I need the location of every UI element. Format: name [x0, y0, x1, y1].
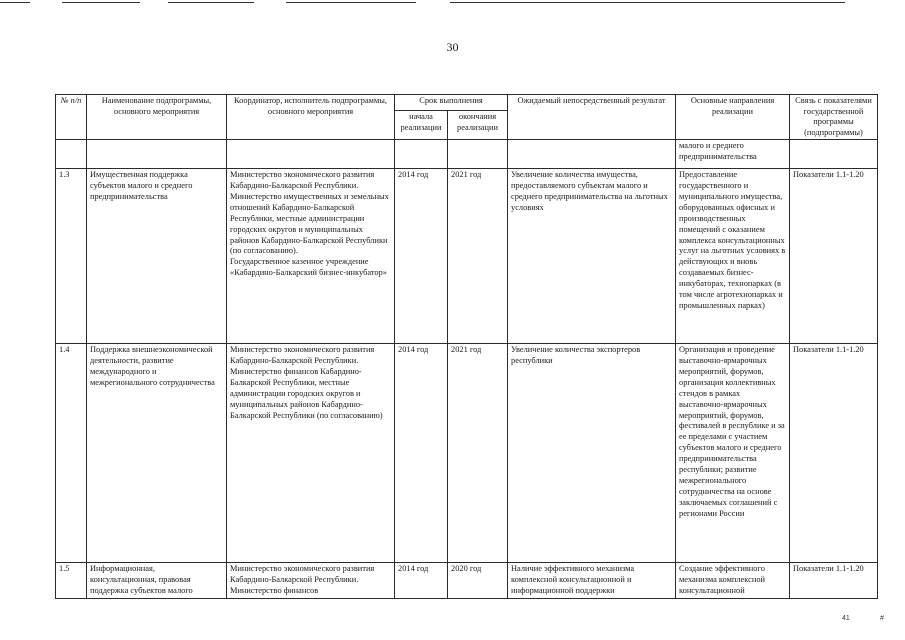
cell-directions: Предоставление государственного и муниципального имущества, оборудованных офисных и производственных помещений с оказанием комплекса консультационных услуг на льготных условиях в действующих и вновь создаваемых бизнес-инкубаторах, технопарках (в том числе агротехнопарках и промышленных парках)	[676, 169, 790, 344]
cell-coordinator	[227, 169, 395, 344]
page-number: 30	[446, 40, 459, 54]
corner-mark: #	[880, 615, 884, 622]
coordinator-line: Государственное казенное учреждение «Кабардино-Балкарский бизнес-инкубатор»	[230, 257, 387, 278]
cell-no: 1.5	[56, 563, 87, 599]
cell-empty	[87, 140, 227, 169]
header-result: Ожидаемый непосредственный результат	[508, 95, 676, 140]
cell-link: Показатели 1.1-1.20	[790, 169, 878, 344]
cell-start: 2014 год	[395, 169, 448, 344]
cell-empty	[448, 140, 508, 169]
cell-coordinator	[227, 344, 395, 563]
table-row-continuation	[56, 140, 878, 169]
top-scan-line	[168, 2, 254, 3]
table-row	[56, 563, 878, 599]
cell-result: Увеличение количества экспортеров республики	[508, 344, 676, 563]
header-name: Наименование подпрограммы, основного мероприятия	[87, 95, 227, 140]
cell-result: Наличие эффективного механизма комплексной консультационной и информационной поддержки	[508, 563, 676, 599]
cell-result: Увеличение количества имущества, предоставляемого субъектам малого и среднего предпринимательства на льготных условиях	[508, 169, 676, 344]
cell-empty	[227, 140, 395, 169]
cell-name: Поддержка внешнеэкономической деятельности, развитие международного и межрегионального сотрудничества	[87, 344, 227, 563]
cell-no: 1.4	[56, 344, 87, 563]
table-row	[56, 344, 878, 563]
cell-link: Показатели 1.1-1.20	[790, 344, 878, 563]
header-link: Связь с показателями государственной программы (подпрограммы)	[790, 95, 878, 140]
coordinator-line: Министерство экономического развития Кабардино-Балкарской Республики.	[230, 170, 375, 190]
corner-mark: 41	[842, 615, 850, 622]
cell-start: 2014 год	[395, 563, 448, 599]
cell-end: 2021 год	[448, 169, 508, 344]
header-directions: Основные направления реализации	[676, 95, 790, 140]
cell-name: Имущественная поддержка субъектов малого и среднего предпринимательства	[87, 169, 227, 344]
cell-empty	[508, 140, 676, 169]
top-scan-line	[0, 2, 30, 3]
cell-directions-continuation: малого и среднего предпринимательства	[676, 140, 790, 169]
header-end: окончания реализации	[448, 111, 508, 140]
cell-end: 2020 год	[448, 563, 508, 599]
coordinator-line: Министерство имущественных и земельных отношений Кабардино-Балкарской Республики, местные администрации городских округов и муниципальных районов Кабардино-Балкарской Республики (по согласованию).	[230, 191, 389, 256]
cell-coordinator	[227, 563, 395, 599]
program-table	[55, 94, 878, 599]
cell-directions: Создание эффективного механизма комплексной консультационной	[676, 563, 790, 599]
top-scan-line	[62, 2, 140, 3]
header-period: Срок выполнения	[395, 95, 508, 111]
header-start: начала реализации	[395, 111, 448, 140]
top-scan-line	[450, 2, 845, 3]
top-scan-line	[286, 2, 416, 3]
coordinator-line: Министерство экономического развития Кабардино-Балкарской Республики. Министерство финансов Кабардино-Балкарской Республики, местные администрации городских округов и муниципальных районов Кабардино-Балкарской Республики (по согласованию)	[230, 345, 383, 420]
cell-empty	[790, 140, 878, 169]
coordinator-line: Министерство экономического развития Кабардино-Балкарской Республики. Министерство финансов	[230, 564, 375, 595]
cell-name: Информационная, консультационная, правовая поддержка субъектов малого	[87, 563, 227, 599]
header-coordinator: Координатор, исполнитель подпрограммы, основного мероприятия	[227, 95, 395, 140]
cell-directions: Организация и проведение выставочно-ярмарочных мероприятий, форумов, организация коллективных стендов в рамках выставочно-ярмарочных мероприятий, форумов, фестивалей в республике и за ее пределами с участием субъектов малого и среднего предпринимательства республики; развитие межрегионального сотрудничества на основе заключаемых соглашений с регионами России	[676, 344, 790, 563]
cell-empty	[395, 140, 448, 169]
table-row	[56, 169, 878, 344]
cell-end: 2021 год	[448, 344, 508, 563]
table-header-row	[56, 95, 878, 111]
cell-no: 1.3	[56, 169, 87, 344]
cell-link: Показатели 1.1-1.20	[790, 563, 878, 599]
cell-start: 2014 год	[395, 344, 448, 563]
header-no: № п/п	[56, 95, 87, 140]
cell-empty	[56, 140, 87, 169]
